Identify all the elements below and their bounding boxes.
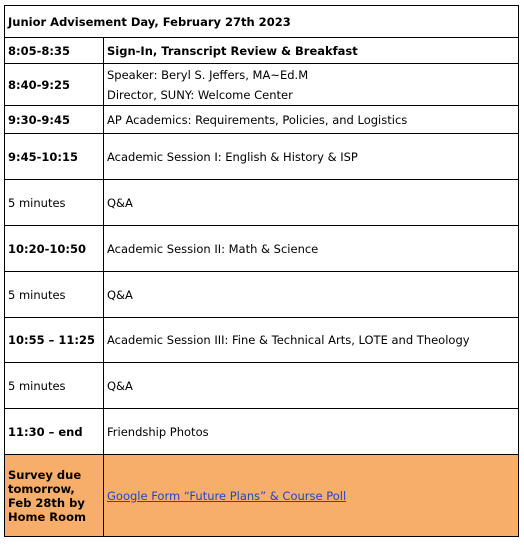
description-cell: Q&A: [104, 363, 519, 409]
time-cell: 8:05-8:35: [5, 38, 104, 64]
description-cell: Friendship Photos: [104, 409, 519, 455]
time-cell: 8:40-9:25: [5, 64, 104, 106]
time-cell: 9:30-9:45: [5, 106, 104, 134]
schedule-table: [4, 5, 519, 537]
time-cell: 9:45-10:15: [5, 134, 104, 180]
speaker-title: Director, SUNY: Welcome Center: [107, 87, 293, 102]
table-row: [5, 226, 519, 272]
title-row: [5, 6, 519, 38]
time-cell: 10:20-10:50: [5, 226, 104, 272]
description-cell: Sign-In, Transcript Review & Breakfast: [104, 38, 519, 64]
description-cell: Academic Session III: Fine & Technical Arts, LOTE and Theology: [104, 318, 519, 363]
time-cell: 10:55 – 11:25: [5, 318, 104, 363]
time-cell: 11:30 – end: [5, 409, 104, 455]
table-row: [5, 106, 519, 134]
table-row: [5, 180, 519, 226]
description-cell: Academic Session II: Math & Science: [104, 226, 519, 272]
description-cell: Q&A: [104, 272, 519, 318]
survey-link-cell: [104, 455, 519, 537]
table-row: [5, 134, 519, 180]
description-cell: Academic Session I: English & History & ISP: [104, 134, 519, 180]
time-cell: 5 minutes: [5, 272, 104, 318]
table-row: [5, 272, 519, 318]
table-row: [5, 318, 519, 363]
table-row: [5, 409, 519, 455]
google-form-link[interactable]: Google Form “Future Plans” & Course Poll: [107, 488, 347, 503]
speaker-name: Speaker: Beryl S. Jeffers, MA~Ed.M: [107, 67, 309, 82]
time-cell: 5 minutes: [5, 180, 104, 226]
schedule-title: Junior Advisement Day, February 27th 2023: [5, 6, 519, 38]
table-row: [5, 38, 519, 64]
time-cell: 5 minutes: [5, 363, 104, 409]
table-row: [5, 64, 519, 106]
survey-due-label: Survey due tomorrow, Feb 28th by Home Room: [5, 455, 104, 537]
description-cell: Q&A: [104, 180, 519, 226]
survey-row: [5, 455, 519, 537]
description-cell: AP Academics: Requirements, Policies, and Logistics: [104, 106, 519, 134]
table-row: [5, 363, 519, 409]
description-cell: [104, 64, 519, 106]
